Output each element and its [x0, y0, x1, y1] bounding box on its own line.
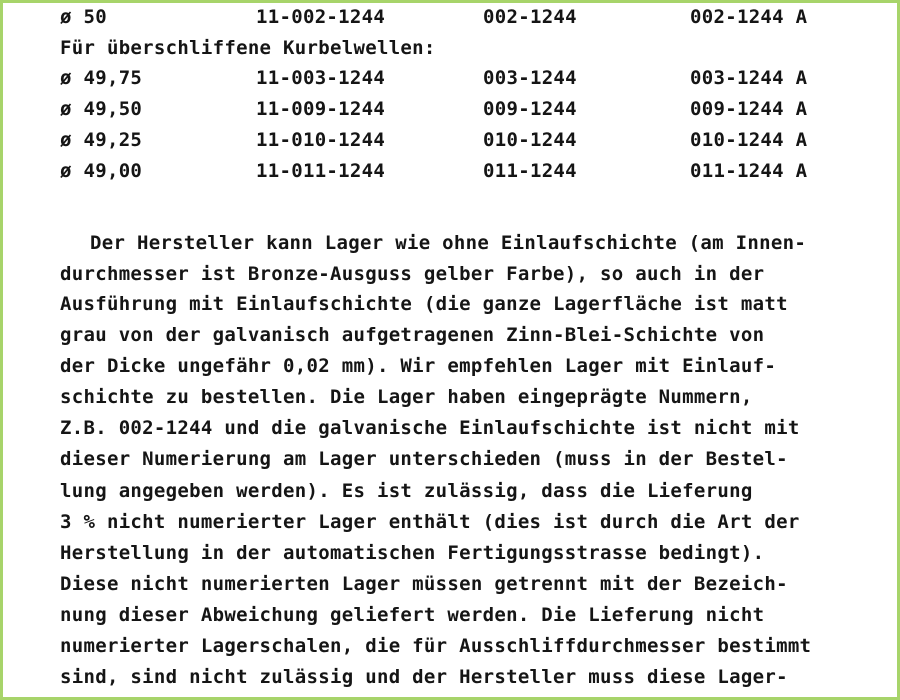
paragraph-line: Diese nicht numerierten Lager müssen getrennt mit der Bezeich- — [60, 573, 788, 595]
paragraph-line: lung angegeben werden). Es ist zulässig, dass die Lieferung — [60, 480, 753, 502]
table-cell-bearing-number: 003-1244 — [483, 67, 577, 89]
table-cell-bearing-number-a: 010-1244 A — [690, 129, 808, 151]
table-cell-bearing-number: 002-1244 — [483, 6, 577, 28]
table-cell-bearing-number-a: 011-1244 A — [690, 160, 808, 182]
table-cell-bearing-number: 011-1244 — [483, 160, 577, 182]
table-cell-part-number: 11-011-1244 — [256, 160, 386, 182]
table-cell-bearing-number-a: 002-1244 A — [690, 6, 808, 28]
table-cell-bearing-number-a: 009-1244 A — [690, 98, 808, 120]
table-cell-diameter: ø 49,00 — [60, 160, 143, 182]
paragraph-line: Der Hersteller kann Lager wie ohne Einlaufschichte (am Innen- — [90, 232, 807, 254]
paragraph-line: 3 % nicht numerierter Lager enthält (dies ist durch die Art der — [60, 511, 800, 533]
table-cell-bearing-number: 010-1244 — [483, 129, 577, 151]
table-cell-part-number: 11-002-1244 — [256, 6, 386, 28]
table-subheading: Für überschliffene Kurbelwellen: — [60, 37, 436, 59]
table-cell-diameter: ø 49,50 — [60, 98, 143, 120]
table-cell-bearing-number: 009-1244 — [483, 98, 577, 120]
table-cell-diameter: ø 49,25 — [60, 129, 143, 151]
paragraph-line: grau von der galvanisch aufgetragenen Zinn-Blei-Schichte von — [60, 324, 765, 346]
table-cell-diameter: ø 50 — [60, 6, 107, 28]
table-cell-part-number: 11-009-1244 — [256, 98, 386, 120]
paragraph-line: schichte zu bestellen. Die Lager haben eingeprägte Nummern, — [60, 386, 753, 408]
table-cell-bearing-number-a: 003-1244 A — [690, 67, 808, 89]
paragraph-line: sind, sind nicht zulässig und der Hersteller muss diese Lager- — [60, 666, 788, 688]
paragraph-line: Z.B. 002-1244 und die galvanische Einlaufschichte ist nicht mit — [60, 417, 800, 439]
paragraph-line: nung dieser Abweichung geliefert werden. Die Lieferung nicht — [60, 604, 765, 626]
paragraph-line: numerierter Lagerschalen, die für Ausschliffdurchmesser bestimmt — [60, 635, 812, 657]
table-cell-part-number: 11-003-1244 — [256, 67, 386, 89]
paragraph-line: durchmesser ist Bronze-Ausguss gelber Farbe), so auch in der — [60, 263, 765, 285]
table-cell-part-number: 11-010-1244 — [256, 129, 386, 151]
paragraph-line: dieser Numerierung am Lager unterschieden (muss in der Bestel- — [60, 448, 788, 470]
paragraph-line: Herstellung in der automatischen Fertigungsstrasse bedingt). — [60, 542, 765, 564]
table-cell-diameter: ø 49,75 — [60, 67, 143, 89]
paragraph-line: der Dicke ungefähr 0,02 mm). Wir empfehlen Lager mit Einlauf- — [60, 355, 777, 377]
paragraph-line: Ausführung mit Einlaufschichte (die ganze Lagerfläche ist matt — [60, 293, 788, 315]
document-page — [3, 3, 897, 697]
